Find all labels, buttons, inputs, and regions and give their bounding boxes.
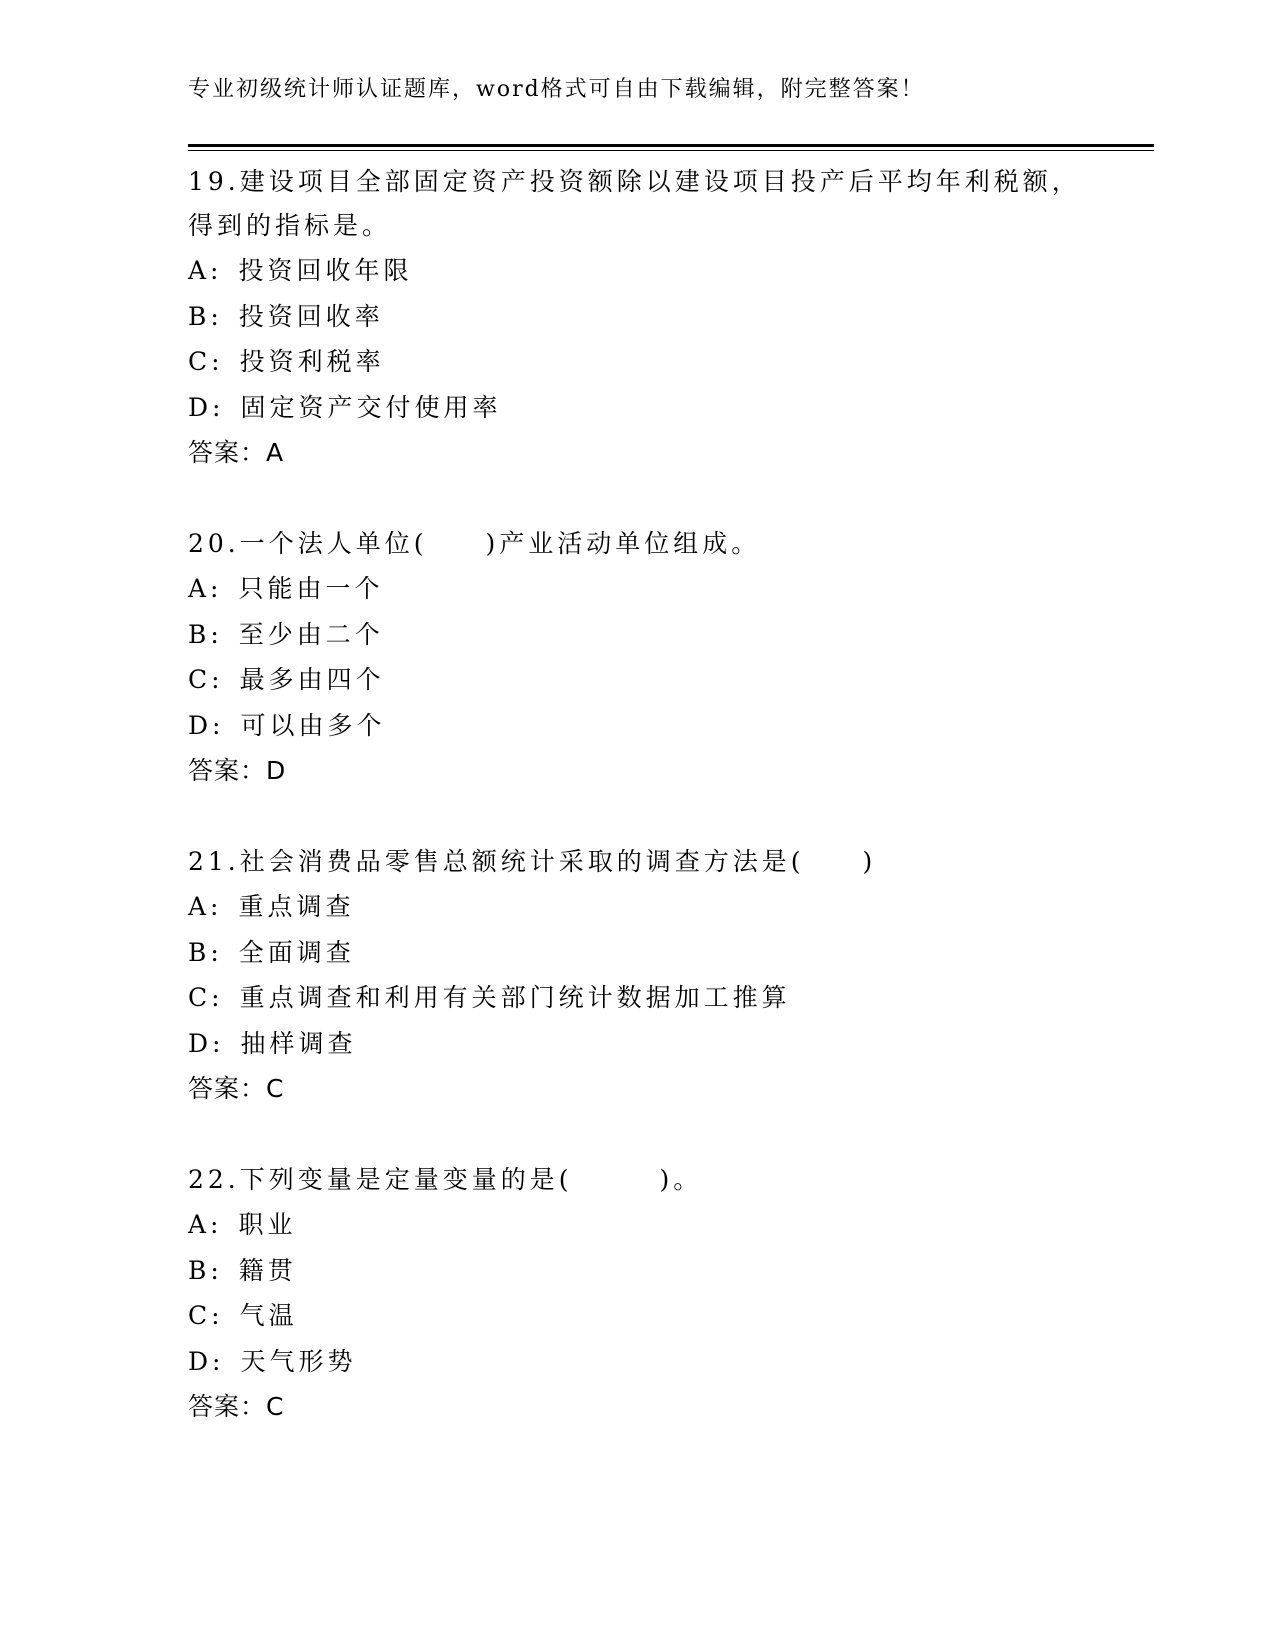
option-text: 重点调查 bbox=[238, 892, 355, 921]
option-b bbox=[188, 612, 1148, 658]
answer-label: 答案： bbox=[188, 756, 267, 785]
option-text: 抽样调查 bbox=[240, 1028, 357, 1058]
answer-line bbox=[188, 748, 1148, 794]
option-key: C: bbox=[188, 1301, 224, 1330]
option-key: C: bbox=[188, 347, 224, 376]
option-text: 投资回收率 bbox=[238, 301, 384, 331]
option-text: 气温 bbox=[239, 1301, 298, 1330]
option-c bbox=[188, 1293, 1148, 1339]
answer-line bbox=[188, 1384, 1148, 1430]
option-key: A: bbox=[188, 256, 223, 285]
option-text: 天气形势 bbox=[240, 1346, 357, 1376]
answer-label: 答案： bbox=[188, 1392, 267, 1421]
option-c bbox=[188, 975, 1148, 1021]
option-key: A: bbox=[188, 892, 223, 921]
option-text: 只能由一个 bbox=[238, 574, 384, 603]
question-list bbox=[188, 160, 1148, 1476]
option-key: D: bbox=[188, 1028, 225, 1058]
option-text: 职业 bbox=[238, 1210, 297, 1239]
question-20 bbox=[188, 522, 1148, 794]
option-text: 投资利税率 bbox=[239, 347, 385, 376]
option-b bbox=[188, 294, 1148, 340]
answer-value: A bbox=[266, 438, 285, 467]
answer-line bbox=[188, 430, 1148, 476]
option-d bbox=[188, 385, 1148, 431]
option-key: D: bbox=[188, 1346, 225, 1376]
option-c bbox=[188, 657, 1148, 703]
option-key: C: bbox=[188, 665, 224, 694]
answer-value: C bbox=[266, 1074, 285, 1103]
option-a bbox=[188, 566, 1148, 612]
option-text: 全面调查 bbox=[238, 937, 355, 967]
option-d bbox=[188, 703, 1148, 749]
option-text: 重点调查和利用有关部门统计数据加工推算 bbox=[239, 983, 791, 1012]
question-stem: 19.建设项目全部固定资产投资额除以建设项目投产后平均年利税额， bbox=[188, 167, 1081, 196]
answer-value: D bbox=[266, 756, 287, 785]
question-21 bbox=[188, 840, 1148, 1112]
option-b bbox=[188, 930, 1148, 976]
answer-label: 答案： bbox=[188, 438, 267, 467]
option-d bbox=[188, 1339, 1148, 1385]
answer-line bbox=[188, 1066, 1148, 1112]
header-divider-thin bbox=[188, 150, 1154, 151]
option-text: 投资回收年限 bbox=[238, 256, 413, 285]
option-key: B: bbox=[188, 619, 223, 649]
option-key: D: bbox=[188, 710, 225, 740]
question-stem: 22.下列变量是定量变量的是( )。 bbox=[188, 1165, 703, 1194]
header-divider-thick bbox=[188, 144, 1154, 147]
option-key: B: bbox=[188, 1255, 223, 1285]
option-key: D: bbox=[188, 392, 225, 422]
option-b bbox=[188, 1248, 1148, 1294]
question-22 bbox=[188, 1158, 1148, 1430]
option-key: C: bbox=[188, 983, 224, 1012]
answer-label: 答案： bbox=[188, 1074, 267, 1103]
question-stem-continued: 得到的指标是。 bbox=[188, 211, 392, 240]
option-key: A: bbox=[188, 1210, 223, 1239]
option-text: 籍贯 bbox=[238, 1255, 297, 1285]
option-d bbox=[188, 1021, 1148, 1067]
option-key: B: bbox=[188, 937, 223, 967]
option-text: 最多由四个 bbox=[239, 665, 385, 694]
option-text: 至少由二个 bbox=[238, 619, 384, 649]
option-text: 可以由多个 bbox=[240, 710, 386, 740]
option-text: 固定资产交付使用率 bbox=[240, 392, 502, 422]
option-a bbox=[188, 884, 1148, 930]
question-stem: 20.一个法人单位( )产业活动单位组成。 bbox=[188, 529, 761, 558]
option-key: B: bbox=[188, 301, 223, 331]
option-c bbox=[188, 339, 1148, 385]
option-a bbox=[188, 1202, 1148, 1248]
option-a bbox=[188, 248, 1148, 294]
option-key: A: bbox=[188, 574, 223, 603]
question-19 bbox=[188, 160, 1148, 476]
page-header: 专业初级统计师认证题库，word格式可自由下载编辑，附完整答案！ bbox=[188, 77, 925, 102]
answer-value: C bbox=[266, 1392, 285, 1421]
question-stem: 21.社会消费品零售总额统计采取的调查方法是( ) bbox=[188, 847, 877, 876]
